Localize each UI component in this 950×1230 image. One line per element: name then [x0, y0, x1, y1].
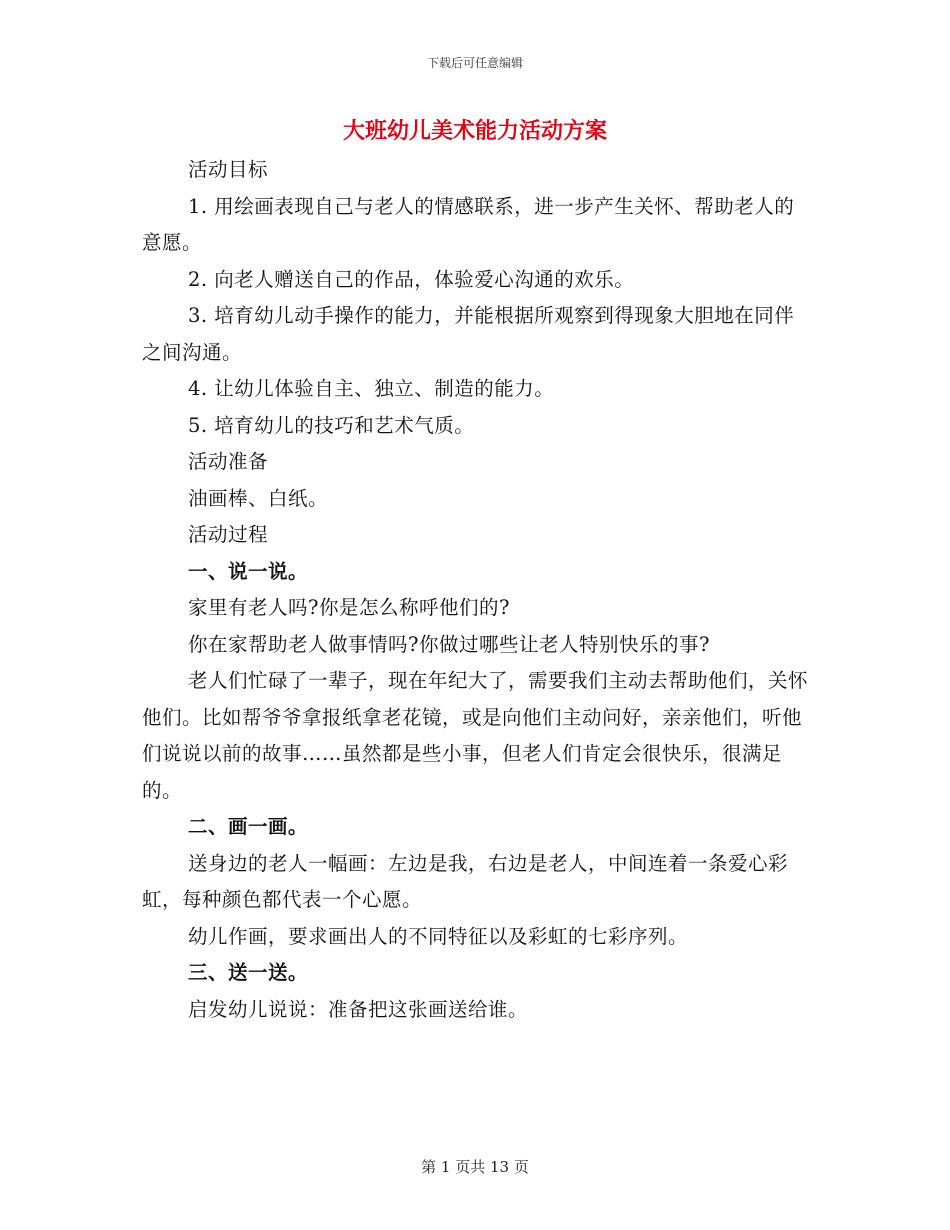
paragraph: 老人们忙碌了一辈子，现在年纪大了，需要我们主动去帮助他们，关怀他们。比如帮爷爷拿报纸拿老花镜，或是向他们主动问好，亲亲他们，听他们说说以前的故事……虽然都是些小事，但老人们肯定会很快乐，很满足的。	[142, 669, 809, 802]
document-body	[142, 152, 808, 1028]
step-heading-1: 一、说一说。	[188, 559, 309, 583]
paragraph: 送身边的老人一幅画：左边是我，右边是老人，中间连着一条爱心彩虹，每种颜色都代表一个心愿。	[142, 851, 789, 911]
document-title: 大班幼儿美术能力活动方案	[342, 119, 607, 144]
section-heading-goals: 活动目标	[188, 158, 269, 181]
page-footer: 第 1 页共 13 页	[421, 1158, 529, 1176]
paragraph: 家里有老人吗?你是怎么称呼他们的?	[188, 596, 510, 619]
paragraph: 启发幼儿说说：准备把这张画送给谁。	[188, 997, 529, 1021]
section-heading-process: 活动过程	[188, 523, 269, 546]
goal-item-1: 1. 用绘画表现自己与老人的情感联系，进一步产生关怀、帮助老人的意愿。	[142, 194, 795, 254]
goal-item-4: 4. 让幼儿体验自主、独立、制造的能力。	[188, 377, 555, 400]
goal-item-3: 3. 培育幼儿动手操作的能力，并能根据所观察到得现象大胆地在同伴之间沟通。	[142, 304, 795, 364]
preparation-text: 油画棒、白纸。	[188, 486, 329, 510]
paragraph: 你在家帮助老人做事情吗?你做过哪些让老人特别快乐的事?	[188, 632, 710, 656]
paragraph: 幼儿作画，要求画出人的不同特征以及彩虹的七彩序列。	[188, 924, 689, 948]
section-heading-preparation: 活动准备	[188, 450, 269, 473]
step-heading-2: 二、画一画。	[188, 815, 309, 838]
page-header: 下载后可任意编辑	[426, 56, 523, 70]
goal-item-5: 5. 培育幼儿的技巧和艺术气质。	[188, 413, 475, 437]
goal-item-2: 2. 向老人赠送自己的作品，体验爱心沟通的欢乐。	[188, 267, 635, 291]
step-heading-3: 三、送一送。	[188, 961, 309, 984]
